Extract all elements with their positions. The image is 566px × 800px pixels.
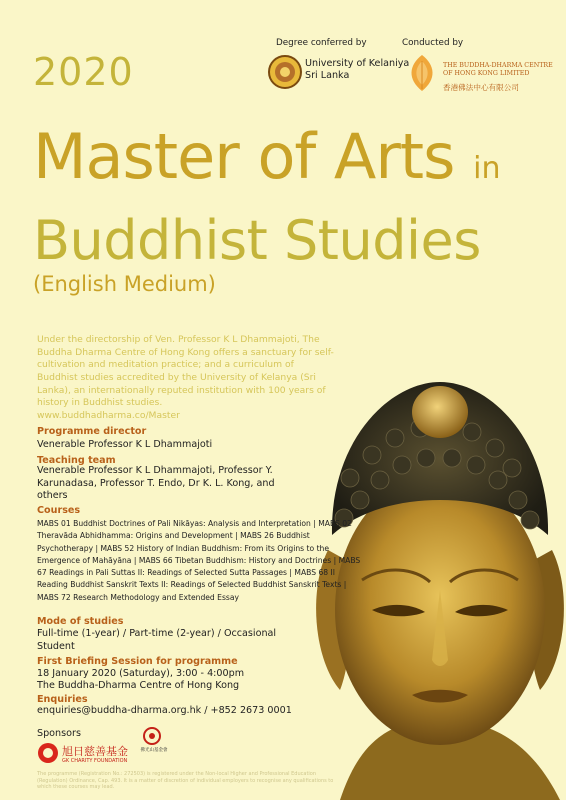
page-subtitle: Buddhist Studies <box>33 209 481 272</box>
programme-url[interactable]: www.buddhadharma.co/Master <box>37 410 180 422</box>
sponsors-label: Sponsors <box>37 728 81 739</box>
gk-charity-logo-icon <box>37 742 59 764</box>
second-sponsor-name: 佛光山基金會 <box>140 748 168 753</box>
conducted-by-label: Conducted by <box>402 38 464 48</box>
enquiries-heading: Enquiries <box>37 694 88 705</box>
gk-charity-name-en: GK CHARITY FOUNDATION <box>62 758 128 764</box>
gk-charity-name-zh: 旭日慈善基金 <box>62 745 128 758</box>
university-name: University of Kelaniya Sri Lanka <box>305 58 410 81</box>
briefing-heading: First Briefing Session for programme <box>37 656 238 667</box>
centre-name-english: THE BUDDHA-DHARMA CENTRE OF HONG KONG LIMITED <box>443 62 553 77</box>
page-title: Master of Arts in <box>33 120 501 193</box>
enquiries-contact[interactable]: enquiries@buddha-dharma.org.hk / +852 2673 0001 <box>37 705 292 716</box>
programme-year: 2020 <box>33 50 134 94</box>
briefing-date: 18 January 2020 (Saturday), 3:00 - 4:00pm <box>37 668 245 679</box>
mode-text: Full-time (1-year) / Part-time (2-year) / Occasional Student <box>37 628 277 652</box>
briefing-venue: The Buddha-Dharma Centre of Hong Kong <box>37 680 240 691</box>
director-heading: Programme director <box>37 426 147 437</box>
courses-heading: Courses <box>37 505 81 516</box>
courses-text: MABS 01 Buddhist Doctrines of Pali Nikāyas: Analysis and Interpretation | MABS 02 Theravāda Abhidhamma: Origins and Development | MABS 26 Buddhist Psychotherapy | MABS 52 History of Indian Buddhism: From its Origins to the Emergence of Mahāyāna | MABS 66 Tibetan Buddhism: History and Doctrines | MABS 67 Readings in Pali Suttas II: Readings of Selected Sutta Passages | MABS 68 II Reading Buddhist Sanskrit Texts II: Readings of Selected Buddhist Sanskrit Texts | MABS 72 Research Methodology and Extended Essay <box>37 519 361 602</box>
director-text: Venerable Professor K L Dhammajoti <box>37 439 213 450</box>
university-seal-icon <box>268 55 302 89</box>
registration-note: The programme (Registration No.: 272503) is registered under the Non-local Higher and Professional Education (Regulation) Ordinance, Cap. 493. It is a matter of discretion of individual employers to recognise any qualifications to which these courses may lead. <box>37 771 334 790</box>
second-sponsor-logo-icon <box>143 727 161 745</box>
bodhi-leaf-logo-icon <box>403 53 441 93</box>
language-medium: (English Medium) <box>33 272 216 296</box>
centre-name-chinese: 香港佛法中心有限公司 <box>443 83 519 92</box>
teaching-team-text: Venerable Professor K L Dhammajoti, Professor Y. Karunadasa, Professor T. Endo, Dr K. L. Kong, and others <box>37 465 275 502</box>
mode-heading: Mode of studies <box>37 616 124 627</box>
teaching-team-heading: Teaching team <box>37 455 116 466</box>
degree-conferred-label: Degree conferred by <box>276 38 367 48</box>
intro-text: Under the directorship of Ven. Professor K L Dhammajoti, The Buddha Dharma Centre of Hong Kong offers a sanctuary for self-cultivation and meditation practice; and a curriculum of Buddhist studies accredited by the University of Kelanya (Sri Lanka), an internationally reputed institution with 100 years of history in Buddhist studies. www.buddhadharma.co/Master <box>37 334 337 423</box>
title-in: in <box>473 151 501 186</box>
